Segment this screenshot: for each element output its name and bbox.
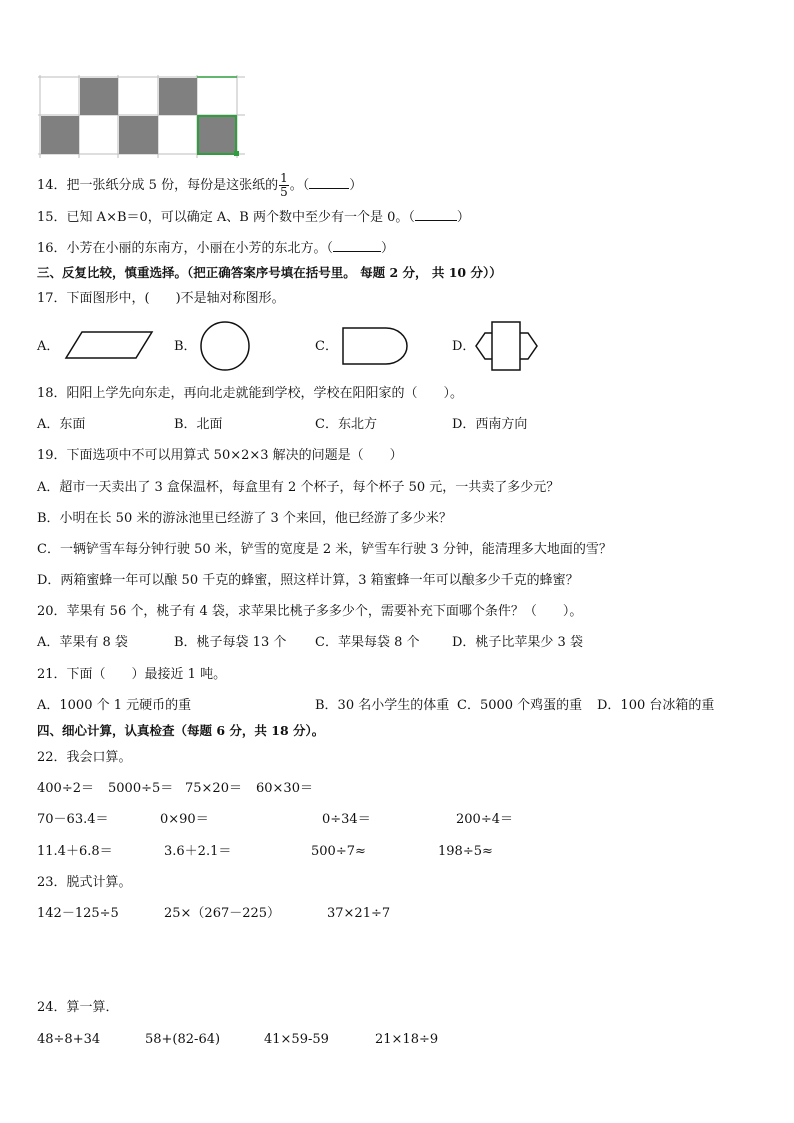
- q21-option-b: B．30 名小学生的体重: [315, 698, 450, 713]
- q18-option-b: B．北面: [174, 417, 223, 432]
- question-22-stem: 22．我会口算。: [37, 750, 132, 765]
- section-4-heading: 四、细心计算，认真检查（每题 6 分，共 18 分）。: [37, 723, 325, 738]
- q17-option-d-label: D．: [452, 339, 476, 354]
- q19-option-a: A．超市一天卖出了 3 盒保温杯，每盒里有 2 个杯子，每个杯子 50 元，一共卖了多少元？: [37, 480, 560, 495]
- fraction-one-fifth: $\frac{1}{5}$: [280, 171, 288, 199]
- q21-option-c: C．5000 个鸡蛋的重: [457, 698, 583, 713]
- question-18-stem: 18．阳阳上学先向东走，再向北走就能到学校，学校在阳阳家的（ ）。: [37, 386, 464, 401]
- q23-item: 25×（267－225）: [164, 906, 281, 921]
- q20-option-b: B．桃子每袋 13 个: [174, 635, 287, 650]
- question-24-stem: 24．算一算．: [37, 1000, 119, 1015]
- question-19-stem: 19．下面选项中不可以用算式 50×2×3 解决的问题是（ ）: [37, 448, 403, 463]
- q22-item: 400÷2＝: [37, 781, 94, 796]
- q24-item: 48÷8+34: [37, 1032, 101, 1047]
- q22-item: 70－63.4＝: [37, 812, 109, 827]
- q22-item: 200÷4＝: [456, 812, 513, 827]
- q22-item: 75×20＝: [185, 781, 242, 796]
- rounded-rectangle-shape: [343, 328, 407, 364]
- section-3-heading: 三、反复比较，慎重选择。（把正确答案序号填在括号里。 每题 2 分， 共 10 分））: [37, 265, 502, 280]
- q24-item: 58+(82-64): [145, 1032, 221, 1047]
- parallelogram-shape: [66, 332, 152, 358]
- q22-item: 3.6＋2.1＝: [164, 844, 232, 859]
- q17-option-c-label: C．: [315, 339, 338, 354]
- q23-item: 142－125÷5: [37, 906, 119, 921]
- q17-option-a-label: A．: [37, 339, 60, 354]
- q19-option-c: C．一辆铲雪车每分钟行驶 50 米，铲雪的宽度是 2 米，铲雪车行驶 3 分钟，能清理多大地面的雪？: [37, 542, 612, 557]
- q17-shapes: [0, 0, 794, 380]
- q21-option-a: A．1000 个 1 元硬币的重: [37, 698, 192, 713]
- q22-item: 5000÷5＝: [108, 781, 174, 796]
- q20-option-a: A．苹果有 8 袋: [37, 635, 128, 650]
- question-14: 14．把一张纸分成 5 份，每份是这张纸的 $\frac{1}{5}$ 。（ ）: [37, 171, 363, 199]
- q18-option-a: A．东面: [37, 417, 86, 432]
- question-20-stem: 20．苹果有 56 个，桃子有 4 袋，求苹果比桃子多多少个，需要补充下面哪个条件？（ ）。: [37, 604, 583, 619]
- q22-item: 198÷5≈: [438, 844, 493, 859]
- cross-arrow-shape: [476, 322, 537, 370]
- q24-item: 21×18÷9: [375, 1032, 439, 1047]
- q22-item: 500÷7≈: [311, 844, 366, 859]
- q19-option-b: B．小明在长 50 米的游泳池里已经游了 3 个来回，他已经游了多少米？: [37, 511, 452, 526]
- q22-item: 0÷34＝: [322, 812, 371, 827]
- q14-text: 14．把一张纸分成 5 份，每份是这张纸的: [37, 178, 279, 193]
- q21-option-d: D．100 台冰箱的重: [597, 698, 715, 713]
- question-17-stem: 17．下面图形中，( )不是轴对称图形。: [37, 291, 285, 306]
- q23-item: 37×21÷7: [327, 906, 391, 921]
- q19-option-d: D．两箱蜜蜂一年可以酿 50 千克的蜂蜜，照这样计算，3 箱蜜蜂一年可以酿多少千克的蜂蜜？: [37, 573, 579, 588]
- q18-option-c: C．东北方: [315, 417, 377, 432]
- q22-item: 60×30＝: [256, 781, 313, 796]
- q22-item: 0×90＝: [160, 812, 209, 827]
- q22-item: 11.4＋6.8＝: [37, 844, 113, 859]
- q18-option-d: D．西南方向: [452, 417, 528, 432]
- question-16: 16．小芳在小丽的东南方，小丽在小芳的东北方。（ ）: [37, 241, 395, 256]
- circle-shape: [201, 322, 249, 370]
- q20-option-d: D．桃子比苹果少 3 袋: [452, 635, 583, 650]
- question-21-stem: 21．下面（ ）最接近 1 吨。: [37, 667, 227, 682]
- question-15: 15．已知 A×B＝0，可以确定 A、B 两个数中至少有一个是 0。（ ）: [37, 210, 470, 225]
- q20-option-c: C．苹果每袋 8 个: [315, 635, 420, 650]
- q17-option-b-label: B．: [174, 339, 197, 354]
- question-23-stem: 23．脱式计算。: [37, 875, 132, 890]
- q24-item: 41×59-59: [264, 1032, 329, 1047]
